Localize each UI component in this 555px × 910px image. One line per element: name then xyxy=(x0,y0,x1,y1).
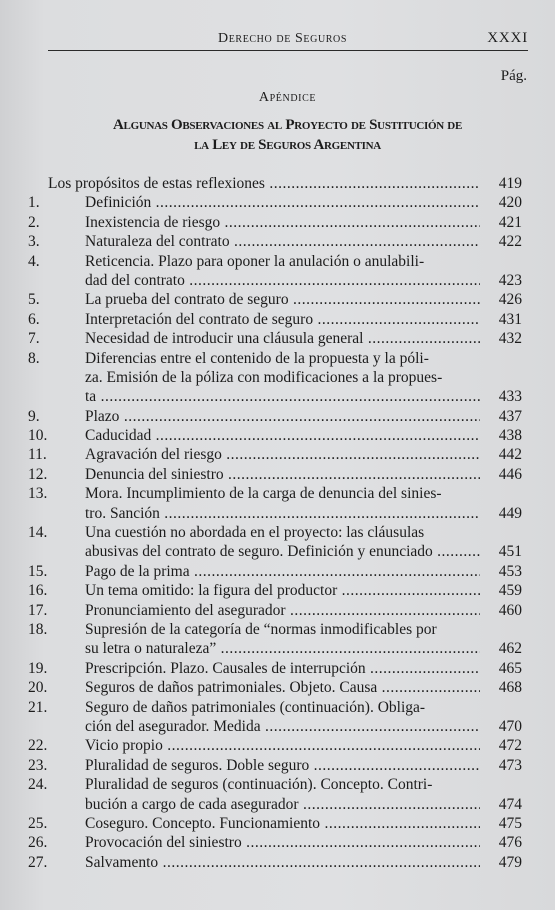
toc-entry-title-text: Prescripción. Plazo. Causales de interrupción xyxy=(85,659,366,677)
toc-entry-page: 473 xyxy=(498,756,522,774)
toc-entry-title xyxy=(85,271,480,290)
toc-entry-title-text: Los propósitos de estas reflexiones xyxy=(48,175,265,192)
toc-entry-page: 453 xyxy=(498,562,522,580)
toc-entry-number: 24. xyxy=(28,776,48,794)
toc-entry-title: Supresión de la categoría de “normas inmodificables por xyxy=(85,620,437,638)
toc-entry-number: 14. xyxy=(28,524,48,542)
leader-dots xyxy=(220,214,480,231)
appendix-title xyxy=(60,115,515,155)
toc-entry-title-text: Inexistencia de riesgo xyxy=(85,213,221,231)
toc-entry-title xyxy=(85,756,480,775)
toc-entry-title-text: Interpretación del contrato de seguro xyxy=(85,310,314,328)
leader-dots xyxy=(163,737,480,754)
toc-entry-title xyxy=(85,736,480,755)
toc-entry-title-text: tro. Sanción xyxy=(85,504,160,522)
toc-entry-title xyxy=(85,232,480,251)
toc-entry xyxy=(0,775,555,794)
toc-entry-page: 449 xyxy=(498,504,522,522)
toc-entry-title-text: Seguros de daños patrimoniales. Objeto. Causa xyxy=(85,679,378,697)
toc-entry-title xyxy=(85,853,480,872)
toc-entry-page: 437 xyxy=(498,407,522,425)
toc-entry-continuation xyxy=(0,639,555,658)
toc-entry-title-text: Denuncia del siniestro xyxy=(85,465,224,483)
toc-entry-page: 468 xyxy=(498,679,522,697)
toc-entry-title-text: La prueba del contrato de seguro xyxy=(85,291,289,309)
toc-entry-title xyxy=(85,290,480,309)
toc-entry xyxy=(0,426,555,445)
toc-entry-page: 470 xyxy=(498,717,522,735)
toc-entry xyxy=(0,484,555,503)
toc-entry-number: 18. xyxy=(28,620,48,638)
toc-entry-number: 3. xyxy=(28,233,40,251)
toc-entry-title xyxy=(85,193,480,212)
toc-entry-title-text: Pronunciamiento del asegurador xyxy=(85,601,286,619)
toc-entry-continuation xyxy=(0,504,555,523)
toc-entry-number: 21. xyxy=(28,698,48,716)
appendix-label-text: Apéndice xyxy=(258,90,317,105)
toc-entry xyxy=(0,174,555,193)
toc-entry-title xyxy=(85,795,480,814)
toc-entry xyxy=(0,581,555,600)
toc-entry-title xyxy=(85,426,480,445)
toc-entry-title xyxy=(85,213,480,232)
toc-entry-title-text: Coseguro. Concepto. Funcionamiento xyxy=(85,814,321,832)
toc-entry-number: 27. xyxy=(28,853,48,871)
leader-dots xyxy=(289,291,480,308)
toc-entry-page: 479 xyxy=(498,853,522,871)
toc-entry-number: 4. xyxy=(28,252,40,270)
toc-entry xyxy=(0,407,555,426)
toc-entry xyxy=(0,252,555,271)
toc-entry-page: 451 xyxy=(498,543,522,561)
toc-entry-continuation xyxy=(0,795,555,814)
toc-entry-title xyxy=(85,659,480,678)
appendix-title-line-1: Algunas Observaciones al Proyecto de Sustitución de xyxy=(113,117,462,133)
toc-entry-number: 5. xyxy=(28,291,40,309)
toc-entry-number: 26. xyxy=(28,834,48,852)
toc-entry-number: 11. xyxy=(28,446,47,464)
leader-dots xyxy=(433,543,480,560)
toc-entry-title xyxy=(85,329,480,348)
toc-entry-number: 8. xyxy=(28,349,40,367)
leader-dots xyxy=(222,446,480,463)
toc-entry xyxy=(0,290,555,309)
toc-entry-title-text: abusivas del contrato de seguro. Definición y enunciado xyxy=(85,543,433,561)
toc-entry-page: 431 xyxy=(498,310,522,328)
toc-entry-number: 16. xyxy=(28,582,48,600)
toc-entry-page: 420 xyxy=(498,194,522,212)
leader-dots xyxy=(158,854,480,871)
leader-dots xyxy=(366,660,480,677)
toc-entry xyxy=(0,659,555,678)
toc-entry-number: 13. xyxy=(28,485,48,503)
toc-entry-page: 442 xyxy=(498,446,522,464)
toc-entry-title-text: ta xyxy=(85,388,97,406)
leader-dots xyxy=(320,815,480,832)
leader-dots xyxy=(337,582,480,599)
toc-entry-title-text: bución a cargo de cada asegurador xyxy=(85,795,299,813)
toc-entry-title: Pluralidad de seguros (continuación). Concepto. Contri- xyxy=(85,776,433,794)
leader-dots xyxy=(299,796,480,813)
toc-entry-page: 432 xyxy=(498,330,522,348)
toc-entry-title-text: Definición xyxy=(85,194,152,212)
toc-entry-title xyxy=(85,601,480,620)
toc-entry xyxy=(0,349,555,368)
toc-entry-continuation xyxy=(0,717,555,736)
toc-entry-page: 446 xyxy=(498,465,522,483)
toc-entry-page: 472 xyxy=(498,737,522,755)
toc-entry-title-text: dad del contrato xyxy=(85,271,185,289)
toc-entry-page: 421 xyxy=(498,213,522,231)
toc-entry-title-text: Agravación del riesgo xyxy=(85,446,222,464)
toc-entry-continuation xyxy=(0,387,555,406)
toc-entry-number: 6. xyxy=(28,310,40,328)
toc-entry-title xyxy=(85,504,480,523)
toc-entry-page: 426 xyxy=(498,291,522,309)
toc-entry-title xyxy=(85,465,480,484)
toc-entry-title-text: Pluralidad de seguros. Doble seguro xyxy=(85,756,310,774)
toc-entry-title: Seguro de daños patrimoniales (continuación). Obliga- xyxy=(85,698,426,716)
toc-entry-continuation xyxy=(0,271,555,290)
toc-entry-title xyxy=(85,445,480,464)
leader-dots xyxy=(313,311,480,328)
toc-entry-title-text: Caducidad xyxy=(85,427,152,445)
toc-entry-title-text: su letra o naturaleza” xyxy=(85,640,217,658)
toc-entry-title xyxy=(85,562,480,581)
toc-entry-title xyxy=(85,814,480,833)
toc-entry xyxy=(0,232,555,251)
appendix-label xyxy=(0,90,555,106)
table-of-contents xyxy=(0,174,555,872)
running-head-page-number: XXXI xyxy=(487,30,528,46)
toc-entry-title xyxy=(85,542,480,561)
toc-entry-title-text: Necesidad de introducir una cláusula general xyxy=(85,330,364,348)
toc-entry-title: Mora. Incumplimiento de la carga de denuncia del sinies- xyxy=(85,485,442,503)
toc-entry-page: 462 xyxy=(498,640,522,658)
toc-entry-page: 465 xyxy=(498,659,522,677)
running-head xyxy=(48,30,528,51)
leader-dots xyxy=(230,233,480,250)
appendix-title-line-2: la Ley de Seguros Argentina xyxy=(194,137,381,153)
toc-entry xyxy=(0,601,555,620)
toc-entry xyxy=(0,465,555,484)
toc-entry-number: 9. xyxy=(28,407,40,425)
toc-entry-title xyxy=(85,639,480,658)
toc-entry-title xyxy=(85,678,480,697)
leader-dots xyxy=(265,175,480,192)
toc-entry xyxy=(0,445,555,464)
toc-entry xyxy=(0,329,555,348)
leader-dots xyxy=(151,194,480,211)
leader-dots xyxy=(190,563,480,580)
leader-dots xyxy=(309,757,480,774)
toc-entry-page: 419 xyxy=(498,175,522,192)
toc-entry-page: 475 xyxy=(498,814,522,832)
toc-entry xyxy=(0,678,555,697)
toc-entry-number: 17. xyxy=(28,601,48,619)
toc-entry-page: 433 xyxy=(498,388,522,406)
leader-dots xyxy=(242,834,480,851)
leader-dots xyxy=(286,602,480,619)
toc-entry-title-text: Pago de la prima xyxy=(85,562,190,580)
toc-entry xyxy=(0,310,555,329)
toc-entry xyxy=(0,213,555,232)
leader-dots xyxy=(160,505,480,522)
toc-entry-number: 25. xyxy=(28,814,48,832)
toc-entry-title xyxy=(85,310,480,329)
toc-entry xyxy=(0,833,555,852)
toc-entry-continuation xyxy=(0,368,555,387)
toc-entry-title-text: Provocación del siniestro xyxy=(85,834,242,852)
toc-entry-title-text: Vicio propio xyxy=(85,737,163,755)
toc-entry-number: 2. xyxy=(28,213,40,231)
toc-entry-title-text: Salvamento xyxy=(85,853,159,871)
toc-entry-title: Una cuestión no abordada en el proyecto: las cláusulas xyxy=(85,524,425,542)
leader-dots xyxy=(363,330,480,347)
toc-entry-title xyxy=(85,387,480,406)
toc-entry xyxy=(0,193,555,212)
leader-dots xyxy=(216,640,480,657)
toc-entry-page: 423 xyxy=(498,271,522,289)
toc-entry-number: 19. xyxy=(28,659,48,677)
toc-entry-title xyxy=(85,407,480,426)
leader-dots xyxy=(119,408,480,425)
toc-entry-title xyxy=(48,174,480,193)
toc-entry-title xyxy=(85,717,480,736)
toc-entry-number: 12. xyxy=(28,465,48,483)
toc-entry-title xyxy=(85,833,480,852)
toc-entry-title: Reticencia. Plazo para oponer la anulación o anulabili- xyxy=(85,252,425,270)
toc-entry-number: 23. xyxy=(28,756,48,774)
leader-dots xyxy=(261,718,480,735)
toc-entry-title-text: ción del asegurador. Medida xyxy=(85,717,261,735)
toc-entry-page: 459 xyxy=(498,582,522,600)
toc-entry-page: 422 xyxy=(498,233,522,251)
toc-entry-number: 22. xyxy=(28,737,48,755)
toc-entry-page: 438 xyxy=(498,427,522,445)
toc-entry-title: za. Emisión de la póliza con modificaciones a la propues- xyxy=(85,368,443,386)
toc-entry xyxy=(0,562,555,581)
toc-entry xyxy=(0,814,555,833)
running-head-title: Derecho de Seguros xyxy=(218,31,348,46)
toc-entry-number: 7. xyxy=(28,330,40,348)
page-column-label: Pág. xyxy=(500,68,527,84)
toc-entry-number: 10. xyxy=(28,427,48,445)
leader-dots xyxy=(185,272,480,289)
toc-entry xyxy=(0,698,555,717)
toc-entry-page: 474 xyxy=(498,795,522,813)
toc-entry xyxy=(0,620,555,639)
toc-entry-title-text: Plazo xyxy=(85,407,120,425)
toc-entry-number: 20. xyxy=(28,679,48,697)
toc-entry xyxy=(0,853,555,872)
toc-entry xyxy=(0,523,555,542)
leader-dots xyxy=(151,427,480,444)
toc-entry-title: Diferencias entre el contenido de la propuesta y la póli- xyxy=(85,349,429,367)
leader-dots xyxy=(96,388,480,405)
toc-entry-title-text: Un tema omitido: la figura del productor xyxy=(85,582,338,600)
leader-dots xyxy=(224,466,480,483)
toc-entry xyxy=(0,736,555,755)
toc-entry-title-text: Naturaleza del contrato xyxy=(85,233,230,251)
leader-dots xyxy=(377,679,480,696)
toc-entry-page: 460 xyxy=(498,601,522,619)
toc-entry-continuation xyxy=(0,542,555,561)
toc-entry-title xyxy=(85,581,480,600)
toc-entry-number: 1. xyxy=(28,194,40,212)
toc-entry-page: 476 xyxy=(498,834,522,852)
toc-entry xyxy=(0,756,555,775)
toc-entry-number: 15. xyxy=(28,562,48,580)
